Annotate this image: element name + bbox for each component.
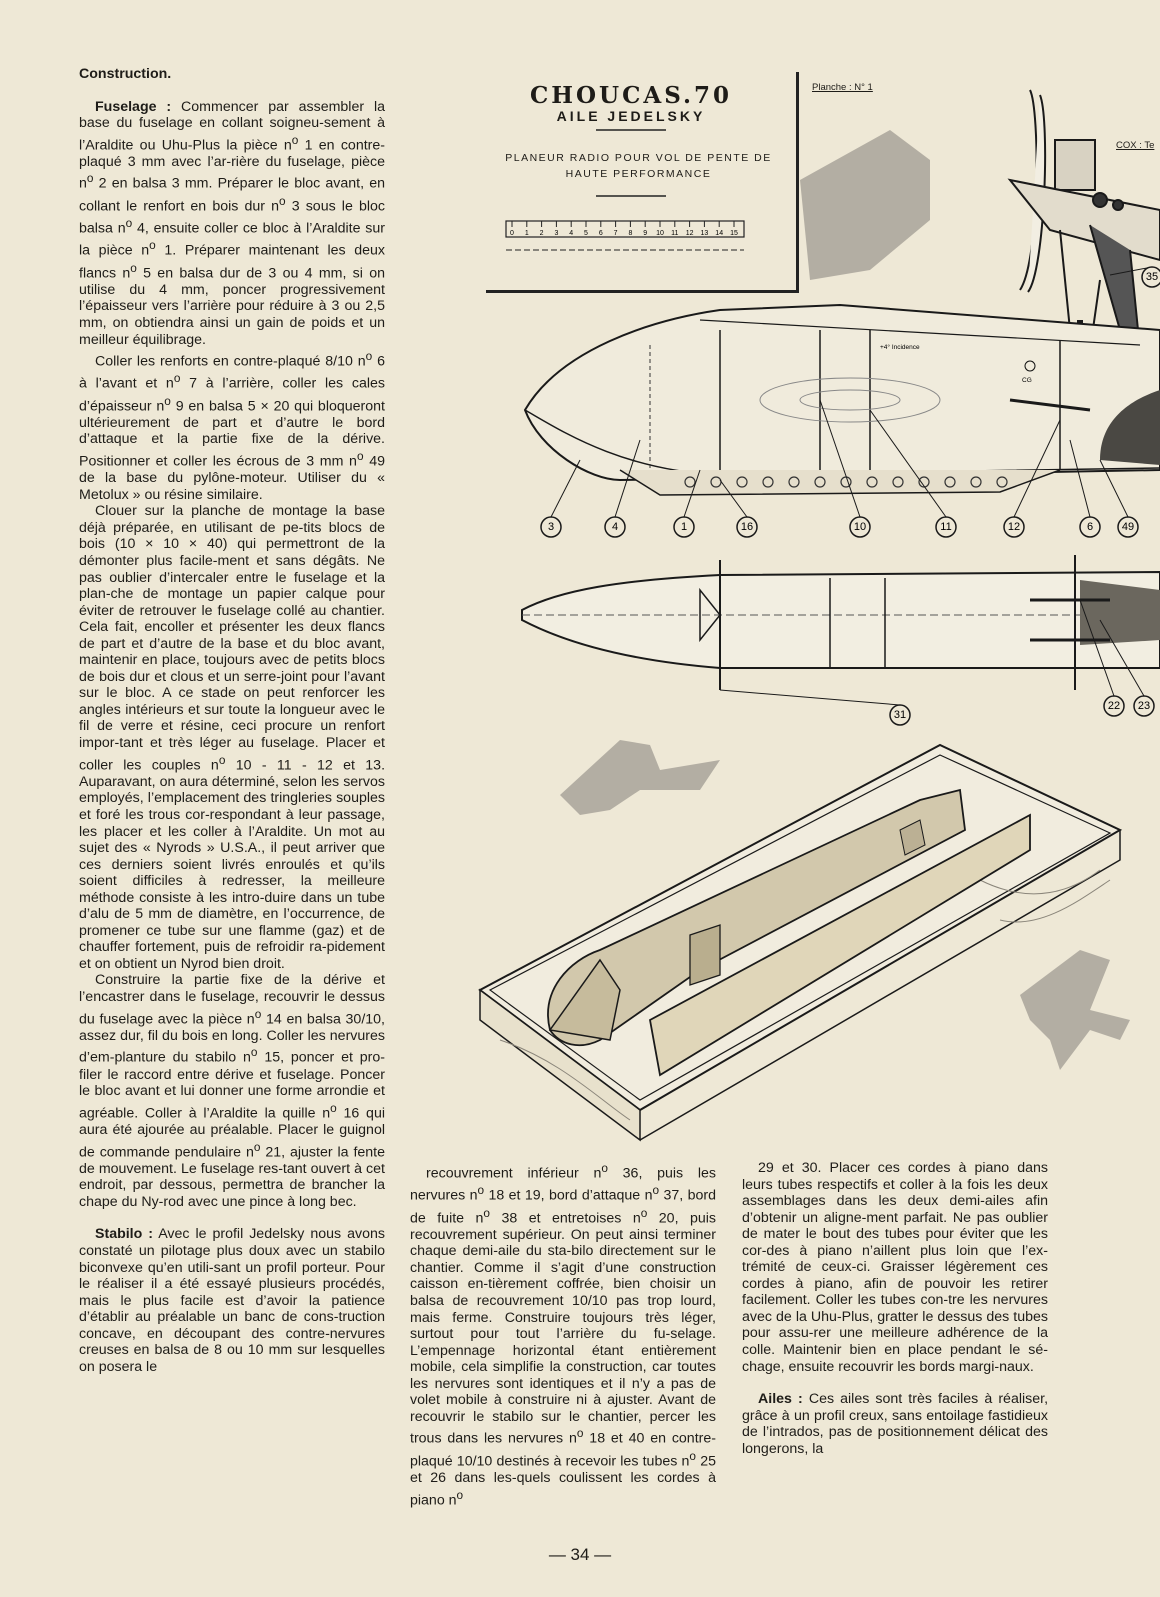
ruler-number: 0 xyxy=(510,230,514,237)
callout-number: 23 xyxy=(1137,700,1151,712)
ruler-number: 15 xyxy=(730,230,738,237)
ruler-number: 6 xyxy=(598,230,603,237)
ruler-number: 14 xyxy=(715,230,724,237)
callout-number: 35 xyxy=(1145,271,1159,283)
ruler-number: 13 xyxy=(700,230,709,237)
callout-number: 11 xyxy=(940,521,952,533)
paragraph: Stabilo : Avec le profil Jedelsky nous avons constaté un pilotage plus doux avec un stabilo biconvexe qu’en utili-sant un profil porteur. Pour le réaliser il a été essayé plusieurs procédés, mais le plus facile est d’avoir la patience d’établir au préalable un banc de cons-truction concave, en découpant des contre-nervures creuses en balsa de 8 ou 10 mm sur lesquelles on posera le xyxy=(79,1226,385,1375)
ruler-number: 8 xyxy=(628,230,633,237)
incidence-label: +4° Incidence xyxy=(880,344,920,351)
sheet-label: Planche : N° 1 xyxy=(812,82,873,93)
ruler-number: 5 xyxy=(584,230,588,237)
callout-number: 3 xyxy=(547,521,555,533)
paragraph: recouvrement inférieur $n^o$ 36, puis les nervures $n^o$ 18 et 19, bord d’attaque $n^o$ 37, bord de fuite $n^o$ 38 et entretoises $n^o$ 20, puis recouvrement supérieur. On peut ainsi terminer chaque demi-aile du sta-bilo directement sur le chantier. Comme il s’agit d’une construction caisson en-tièrement coffrée, bien choisir un balsa de recouvrement 10/10 pas trop lourd, mais ferme. Construire toujours très léger, surtout pour tout l’arrière du fu-selage. L’empennage horizontal étant entièrement mobile, cela simplifie la construction, car toutes les nervures sont identiques et il n’y a pas de volet mobile à construire ni à ajuster. Avant de recouvrir le stabilo sur le chantier, percer les trous dans les nervures $n^o$ 18 et 40 en contre-plaqué 10/10 destinés à recevoir les tubes $n^o$ 25 et 26 dans les-quels coulissent les cordes à piano $n^o$ xyxy=(410,1161,716,1509)
callout-leader-line xyxy=(720,690,900,705)
plan-subtitle: AILE JEDELSKY xyxy=(556,108,706,124)
ruler-number: 11 xyxy=(671,230,679,237)
callout-number: 10 xyxy=(853,521,867,533)
ruler-number: 1 xyxy=(524,230,529,237)
ruler-number: 9 xyxy=(643,230,648,237)
cg-label: CG xyxy=(1022,377,1032,384)
paragraph: Clouer sur la planche de montage la base déjà préparée, en utilisant de pe-tits blocs de bois (10 × 10 × 40) qui permettront de la démonter plus facile-ment et sans dégâts. Ne pas oublier d’intercaler entre le fuselage et la plan-che de montage un papier calque pour éviter de retrouver le fuselage collé au chantier. Cela fait, encoller et présenter les deux flancs de part et d’autre de la base et du bloc avant, maintenir en place, toujours avec de petits blocs de bois dur et clous et un serre-joint pour l’avant sur le bloc. A ce stade on peut renforcer les angles intérieurs et sur toute la longueur avec le fil de verre et résine, ceci procure un renfort impor-tant et très léger au fuselage. Placer et coller les couples $n^o$ 10 - 11 - 12 et 13. Auparavant, on aura déterminé, selon les servos employés, l’emplacement des tringleries souples et foré les trous cor-respondant à leur passage, les placer et les coller à l’Araldite. Un mot au sujet des « Nyrods » U.S.A., il peut arriver que ces derniers soient livrés enroulés et qu’ils soient difficiles à redresser, la meilleure méthode consiste à les intro-duire dans un tube d’alu de 5 mm de diamètre, en l’occurrence, de promener ce tube sur une flamme (gaz) et de chauffer fortement, puis de refroidir ra-pidement et on obtient un Nyrod bien droit. xyxy=(79,503,386,972)
callout-number: 49 xyxy=(1121,521,1135,533)
callout-number: 12 xyxy=(1007,521,1021,533)
callout-number: 4 xyxy=(611,521,619,533)
paragraph: Fuselage : Commencer par assembler la base du fuselage en collant soigneu-sement à l’Araldite ou Uhu-Plus la pièce $n^o$ 1 en contre-plaqué 3 mm avec l’ar-rière du fuselage, pièce $n^o$ 2 en balsa 3 mm. Préparer le bloc avant, en collant le renfort en bois dur $n^o$ 3 sous le bloc balsa $n^o$ 4, ensuite coller ce bloc à l’Araldite sur la pièce $n^o$ 1. Préparer maintenant les deux flancs $n^o$ 5 en balsa dur de 3 ou 4 mm, si on utilise du 4 mm, poncer progressivement l’épaisseur vers l’arrière pour réduire à 3 ou 2,5 mm, on obtiendra ainsi un gain de poids et un meilleur équilibrage. xyxy=(79,98,386,348)
ruler-number: 10 xyxy=(656,230,664,237)
plan-title: CHOUCAS.70 xyxy=(529,82,733,109)
callout-number: 1 xyxy=(680,521,688,533)
paragraph: Construire la partie fixe de la dérive et l’encastrer dans le fuselage, recouvrir le dessus du fuselage avec la pièce $n^o$ 14 en balsa 30/10, assez dur, fil du bois en long. Coller les nervures d’em-planture du stabilo $n^o$ 15, poncer et pro-filer le raccord entre dérive et fuselage. Poncer le bloc avant et lui donner une forme arrondie et agréable. Coller à l’Araldite la quille $n^o$ 16 qui aura été ajourée au préalable. Placer le guignol de commande pendulaire $n^o$ 21, ajuster la fente de mouvement. Le fuselage res-tant ouvert à cet endroit, par dessous, permettra de brancher la chape du Ny-rod avec une pince à long bec. xyxy=(79,972,385,1210)
callout-number: 31 xyxy=(893,709,907,721)
callout-number: 22 xyxy=(1107,700,1121,712)
engine-label: COX : Te xyxy=(1116,140,1155,151)
paragraph: Ailes : Ces ailes sont très faciles à réaliser, grâce à un profil creux, sans entoilage fastidieux de l’intrados, pas de positionnement délicat des longerons, la xyxy=(742,1391,1049,1457)
ruler-number: 2 xyxy=(539,230,544,237)
page-number: — 34 — xyxy=(548,1545,612,1564)
ruler-number: 4 xyxy=(569,230,574,237)
section-title: Construction. xyxy=(79,66,172,82)
ruler-number: 12 xyxy=(685,230,694,237)
fuselage-top-view xyxy=(522,555,1160,690)
callout-number: 16 xyxy=(740,521,754,533)
paragraph: Coller les renforts en contre-plaqué 8/10 $n^o$ 6 à l’avant et $n^o$ 7 à l’arrière, coller les cales d’épaisseur $n^o$ 9 en balsa 5 × 20 qui bloqueront ultérieurement de part et d’autre le bord d’attaque et la partie fixe de la dérive. Positionner et coller les écrous de 3 mm $n^o$ 49 de la base du pylône-moteur. Utiliser du « Metolux » ou résine similaire. xyxy=(79,349,385,503)
ruler-number: 3 xyxy=(554,230,559,237)
plan-description: PLANEUR RADIO POUR VOL DE PENTE DE HAUTE PERFORMANCE xyxy=(505,152,772,180)
ruler-number: 7 xyxy=(613,230,618,237)
callout-number: 6 xyxy=(1086,521,1094,533)
paragraph: 29 et 30. Placer ces cordes à piano dans leurs tubes respectifs et coller à la fois les deux assemblages dans les deux demi-ailes afin d’obtenir un aligne-ment parfait. Ne pas oublier de mater le bout des tubes pour éviter que les cor-des à piano n’aillent plus loin que l’ex-trémité de ceux-ci. Graisser légèrement ces cordes à piano, afin de pouvoir les retirer facilement. Coller les tubes con-tre les nervures avec de la Uhu-Plus, gratter le dessus des tubes pour assu-rer une meilleure adhérence de la colle. Maintenir bien en place pendant le sé-chage, ensuite recouvrir les bords margi-naux. xyxy=(742,1160,1048,1375)
callout-leader-line xyxy=(551,460,580,517)
